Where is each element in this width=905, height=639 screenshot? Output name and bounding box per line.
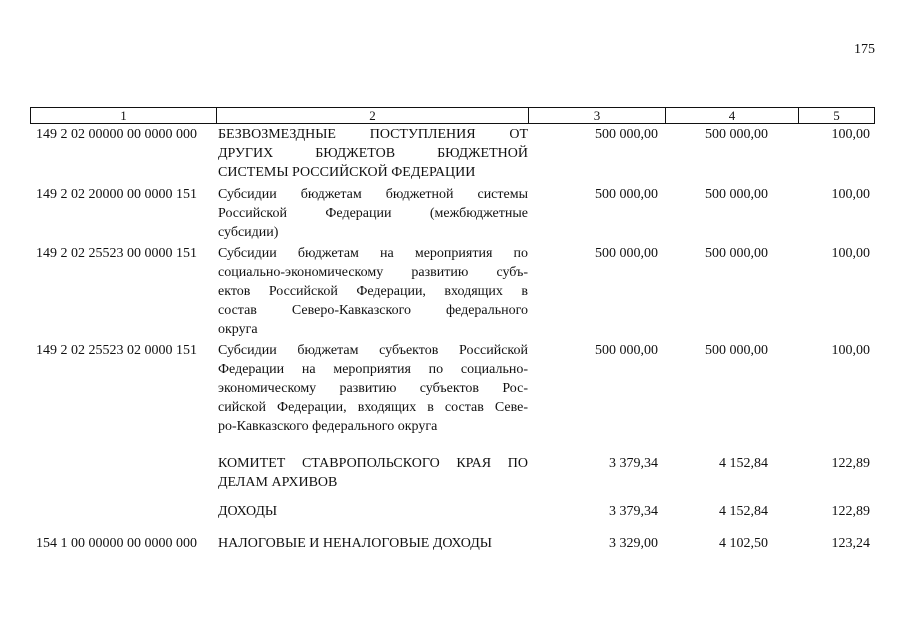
- amount-col4: 4 152,84: [719, 456, 768, 471]
- amount-col4: 4 152,84: [719, 504, 768, 519]
- budget-code: 149 2 02 25523 00 0000 151: [36, 246, 197, 261]
- budget-code: 149 2 02 20000 00 0000 151: [36, 187, 197, 202]
- amount-col4: 500 000,00: [705, 343, 768, 358]
- percent-col5: 100,00: [831, 246, 870, 261]
- amount-col4: 500 000,00: [705, 127, 768, 142]
- line-item-name-line: Российской Федерации (межбюджетные: [218, 206, 528, 221]
- percent-col5: 122,89: [831, 504, 870, 519]
- line-item-name: [218, 534, 528, 553]
- amount-col3: 500 000,00: [595, 187, 658, 202]
- column-header-table: [30, 107, 875, 124]
- line-item-name-line: ектов Российской Федерации, входящих в: [218, 284, 528, 299]
- line-item-name-line: Федерации на мероприятия по социально-: [218, 362, 528, 377]
- line-item-name-line: КОМИТЕТ СТАВРОПОЛЬСКОГО КРАЯ ПО: [218, 456, 528, 471]
- column-header-5: 5: [799, 108, 875, 124]
- amount-col3: 500 000,00: [595, 343, 658, 358]
- line-item-name-line: СИСТЕМЫ РОССИЙСКОЙ ФЕДЕРАЦИИ: [218, 165, 476, 180]
- line-item-name-line: ДОХОДЫ: [218, 504, 278, 519]
- line-item-name-line: ро-Кавказского федерального округа: [218, 419, 438, 434]
- line-item-name-line: социально-экономическому развитию субъ-: [218, 265, 528, 280]
- line-item-name: [218, 502, 528, 521]
- line-item-name-line: НАЛОГОВЫЕ И НЕНАЛОГОВЫЕ ДОХОДЫ: [218, 536, 492, 551]
- percent-col5: 123,24: [831, 536, 870, 551]
- amount-col3: 3 379,34: [609, 504, 658, 519]
- line-item-name-line: экономическому развитию субъектов Рос-: [218, 381, 528, 396]
- line-item-name: [218, 341, 528, 436]
- column-header-row: [31, 108, 875, 124]
- line-item-name-line: Субсидии бюджетам на мероприятия по: [218, 246, 528, 261]
- line-item-name-line: сийской Федерации, входящих в состав Севе-: [218, 400, 528, 415]
- line-item-name-line: БЕЗВОЗМЕЗДНЫЕ ПОСТУПЛЕНИЯ ОТ: [218, 127, 528, 142]
- column-header-1: 1: [31, 108, 217, 124]
- line-item-name: [218, 244, 528, 339]
- budget-code: 149 2 02 00000 00 0000 000: [36, 127, 197, 142]
- percent-col5: 100,00: [831, 127, 870, 142]
- page-number: 175: [854, 42, 875, 57]
- line-item-name: [218, 454, 528, 492]
- line-item-name: [218, 125, 528, 182]
- amount-col3: 3 379,34: [609, 456, 658, 471]
- amount-col4: 500 000,00: [705, 246, 768, 261]
- line-item-name-line: округа: [218, 322, 258, 337]
- percent-col5: 100,00: [831, 187, 870, 202]
- amount-col4: 4 102,50: [719, 536, 768, 551]
- column-header-2: 2: [217, 108, 529, 124]
- budget-code: 154 1 00 00000 00 0000 000: [36, 536, 197, 551]
- amount-col3: 500 000,00: [595, 127, 658, 142]
- line-item-name-line: Субсидии бюджетам субъектов Российской: [218, 343, 528, 358]
- amount-col3: 3 329,00: [609, 536, 658, 551]
- column-header-3: 3: [529, 108, 666, 124]
- line-item-name: [218, 185, 528, 242]
- line-item-name-line: ДЕЛАМ АРХИВОВ: [218, 475, 338, 490]
- column-header-4: 4: [666, 108, 799, 124]
- amount-col3: 500 000,00: [595, 246, 658, 261]
- amount-col4: 500 000,00: [705, 187, 768, 202]
- percent-col5: 122,89: [831, 456, 870, 471]
- budget-code: 149 2 02 25523 02 0000 151: [36, 343, 197, 358]
- line-item-name-line: ДРУГИХ БЮДЖЕТОВ БЮДЖЕТНОЙ: [218, 146, 528, 161]
- line-item-name-line: субсидии): [218, 225, 279, 240]
- line-item-name-line: Субсидии бюджетам бюджетной системы: [218, 187, 528, 202]
- line-item-name-line: состав Северо-Кавказского федерального: [218, 303, 528, 318]
- percent-col5: 100,00: [831, 343, 870, 358]
